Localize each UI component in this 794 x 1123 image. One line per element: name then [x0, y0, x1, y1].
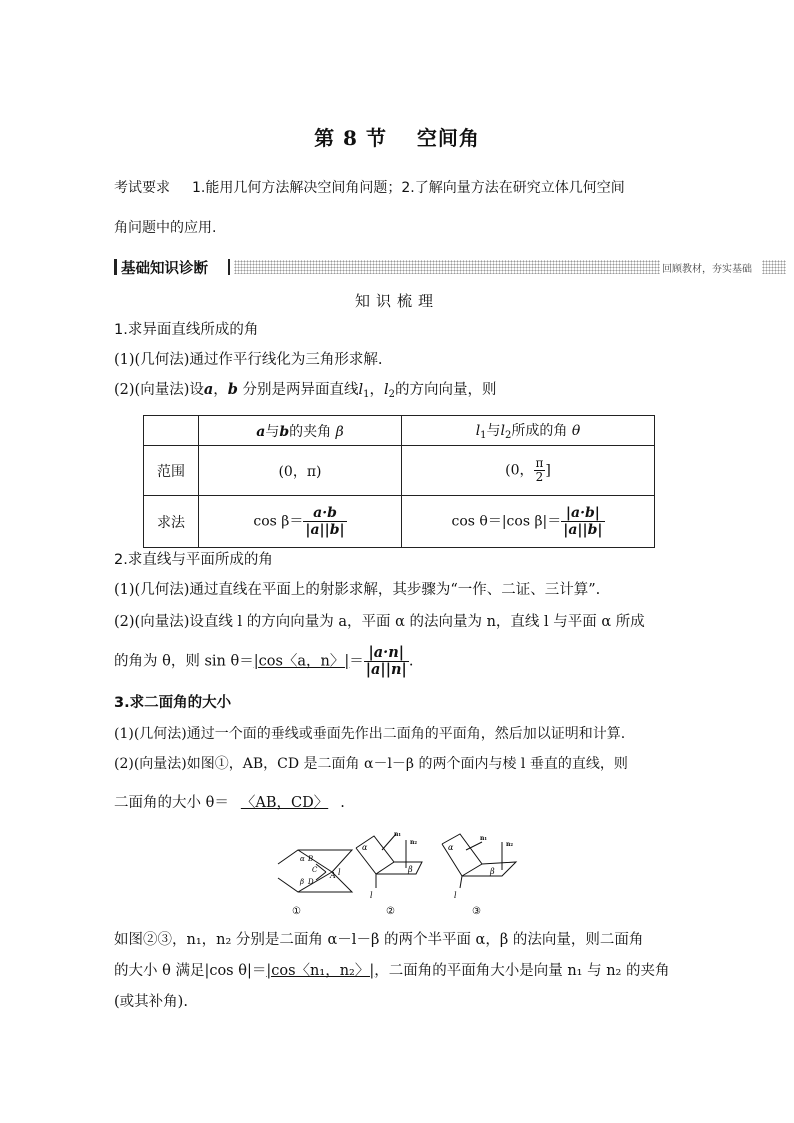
table-row-range [144, 446, 655, 496]
fig3-beta: β [490, 867, 495, 876]
fig3-n2-label: n₂ [506, 841, 513, 848]
table-header-1: a与b的夹角 β [199, 416, 402, 446]
s1-p2-end: 的方向向量，则 [395, 382, 497, 398]
subheading: 知识梳理 [354, 292, 439, 310]
section-banner [114, 257, 752, 277]
table-range-1: (0，π) [199, 446, 402, 496]
s1-heading: 1.求异面直线所成的角 [114, 322, 259, 338]
fig1-alpha: α [300, 855, 305, 863]
fig2-beta: β [408, 865, 413, 874]
fig2-plane-beta [376, 862, 422, 874]
banner-dots [234, 260, 660, 274]
s1-p2-mid: 分别是两异面直线 [242, 382, 359, 398]
table-range-2: (0， $\frac{\pi}{2}$ ] [402, 446, 655, 496]
requirements-text1: 1.能用几何方法解决空间角问题；2.了解向量方法在研究立体几何空间 [192, 180, 625, 196]
fig1-B: B [308, 855, 314, 863]
s3-p1: (1)(几何法)通过一个面的垂线或垂面先作出二面角的平面角，然后加以证明和计算. [114, 726, 626, 742]
s1-p1: (1)(几何法)通过作平行线化为三角形求解. [114, 352, 383, 368]
s4-line1: 如图②③，n₁，n₂ 分别是二面角 α－l－β 的两个半平面 α，β 的法向量，则二面角 [114, 932, 644, 948]
fig1-D: D [308, 878, 314, 886]
s1-p2-pre: (2)(向量法)设 [114, 382, 204, 398]
fig1-A: A [330, 871, 336, 880]
table-header-2: $l_1$与$l_2$所成的角 θ [402, 416, 655, 446]
table-row-range-label: 范围 [144, 446, 199, 496]
title-part2: 节 [365, 126, 387, 150]
banner-label: 基础知识诊断 [121, 261, 208, 277]
fig2-l: l [370, 891, 373, 900]
title-part1: 第 [314, 126, 336, 150]
table-method-2: cos θ＝|cos β|＝ $\frac{|a\cdot b|}{|a||b|}$ [402, 496, 655, 548]
s3-heading: 3.求二面角的大小 [114, 695, 232, 711]
s2-answer: |cos〈a，n〉| [253, 653, 350, 670]
line-l2-index: 2 [388, 389, 396, 400]
table-row-method-label: 求法 [144, 496, 199, 548]
fig2-plane-alpha [356, 836, 394, 874]
angle-table [143, 415, 655, 548]
s1-p2-sep: ， [213, 382, 228, 398]
fig3-plane-beta [462, 862, 516, 876]
s2-heading: 2.求直线与平面所成的角 [114, 552, 273, 568]
s1-p2 [114, 380, 497, 405]
page-title [0, 122, 794, 151]
requirements-line1 [114, 178, 625, 198]
s3-p3: 二面角的大小 θ＝ 〈AB，CD〉 . [114, 795, 345, 811]
line-l1-index: 1 [363, 389, 370, 400]
fig1-beta: β [300, 878, 305, 886]
title-main: 空间角 [416, 126, 480, 150]
s2-p2: (2)(向量法)设直线 l 的方向向量为 a，平面 α 的法向量为 n，直线 l 与平面 α 所成 [114, 614, 645, 630]
requirements-line2: 角问题中的应用. [114, 220, 217, 236]
s2-p1: (1)(几何法)通过直线在平面上的射影求解，其步骤为“一作、二证、三计算”. [114, 582, 601, 598]
fig3-alpha: α [448, 843, 454, 852]
fig2-n2-label: n₂ [410, 839, 417, 846]
fig3-n1-label: n₁ [480, 835, 487, 842]
table-method-1: cos β＝ $\frac{a\cdot b}{|a||b|}$ [199, 496, 402, 548]
fig1-label: ① [292, 906, 301, 917]
table-corner [144, 416, 199, 446]
table-row-method [144, 496, 655, 548]
banner-divider [228, 259, 230, 275]
fig3-edge-l [460, 876, 462, 888]
line-l2: l [384, 382, 389, 398]
s4-line3: (或其补角). [114, 994, 188, 1010]
banner-side-text: 回顾教材，夯实基础 [662, 264, 752, 275]
s3-answer: 〈AB，CD〉 [240, 795, 329, 811]
s3-p2: (2)(向量法)如图①，AB，CD 是二面角 α－l－β 的两个面内与棱 l 垂直的直线，则 [114, 756, 628, 772]
requirements-label: 考试要求 [114, 180, 170, 196]
s4-answer: |cos〈n₁，n₂〉| [266, 963, 375, 979]
title-num: 8 [343, 126, 358, 150]
banner-bar [114, 259, 117, 275]
fig2-alpha: α [362, 843, 368, 852]
line-l1: l [358, 382, 364, 398]
fig2-n1-label: n₁ [394, 831, 401, 838]
banner-dots-end [762, 260, 786, 274]
fig2-label: ② [386, 906, 395, 917]
fig3-plane-alpha [442, 834, 482, 876]
fig3-label: ③ [472, 906, 481, 917]
dihedral-figures [270, 828, 530, 920]
fig3-l: l [454, 891, 457, 900]
fig1-C: C [312, 866, 318, 874]
s4-line2: 的大小 θ 满足|cos θ|＝|cos〈n₁，n₂〉|，二面角的平面角大小是向量 n₁ 与 n₂ 的夹角 [114, 963, 670, 979]
s1-p2-comma: ， [369, 382, 385, 398]
vec-b: b [227, 381, 238, 398]
fig1-l: l [338, 868, 341, 877]
table-header-row [144, 416, 655, 446]
s2-p3: 的角为 θ，则 sin θ＝|cos〈a，n〉|＝ $\frac{|a\cdot n|}{|a||n|}$ . [114, 644, 414, 678]
vec-a: a [203, 381, 214, 398]
